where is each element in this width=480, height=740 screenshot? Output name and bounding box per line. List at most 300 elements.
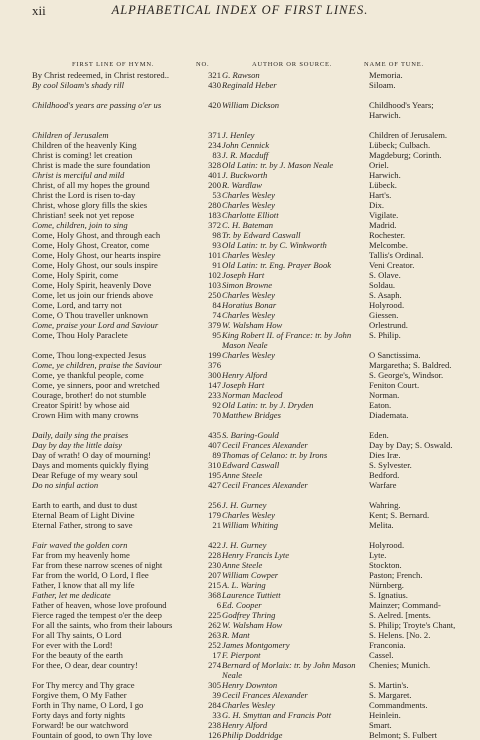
hymn-number: 263: [208, 630, 221, 640]
hymn-tune: Veni Creator.: [369, 260, 415, 270]
hymn-tune: Soldau.: [369, 280, 396, 290]
table-row: [32, 680, 457, 690]
hymn-author: S. Baring-Gould: [222, 430, 279, 440]
table-row: [32, 280, 457, 290]
hymn-author: G. H. Smyttan and Francis Pott: [222, 710, 332, 720]
hymn-tune: Hart's.: [369, 190, 392, 200]
hymn-first-line: Do no sinful action: [32, 480, 99, 490]
table-row: [32, 290, 457, 300]
table-row: [32, 580, 457, 590]
hymn-number: 39: [212, 690, 221, 700]
table-row: [32, 140, 457, 150]
hymn-number: 233: [208, 390, 221, 400]
hymn-number: 250: [208, 290, 221, 300]
hymn-author: Old Latin: tr. by J. Mason Neale: [222, 160, 334, 170]
hymn-number: 262: [208, 620, 221, 630]
hymn-first-line: Come, O Thou traveller unknown: [32, 310, 149, 320]
hymn-number: 372: [208, 220, 221, 230]
hymn-tune: Warfare: [369, 480, 397, 490]
hymn-author: King Robert II. of France: tr. by John Mason Neale: [222, 330, 352, 350]
hymn-first-line: Come, children, join to sing: [32, 220, 128, 230]
hymn-number: 199: [208, 350, 221, 360]
hymn-number: 422: [208, 540, 221, 550]
hymn-author: Old Latin: tr. by C. Winkworth: [222, 240, 327, 250]
hymn-author: W. Walsham How: [222, 320, 283, 330]
hymn-author: Tr. by Edward Caswall: [222, 230, 301, 240]
hymn-author: Charles Wesley: [222, 350, 275, 360]
hymn-number: 70: [212, 410, 221, 420]
hymn-tune: Mainzer; Command-: [369, 600, 441, 610]
table-row: [32, 150, 457, 160]
column-head-first-line: FIRST LINE OF HYMN.: [72, 61, 155, 68]
hymn-number: 126: [208, 730, 221, 740]
hymn-tune: Dix.: [369, 200, 385, 210]
column-head-no: NO.: [196, 61, 210, 68]
hymn-tune: Holyrood.: [369, 540, 405, 550]
hymn-number: 305: [208, 680, 221, 690]
hymn-number: 280: [208, 200, 221, 210]
hymn-first-line: Christ is made the sure foundation: [32, 160, 151, 170]
hymn-author: Anne Steele: [222, 560, 263, 570]
table-row: [32, 700, 457, 710]
hymn-author: Cecil Frances Alexander: [222, 440, 308, 450]
hymn-first-line: Forgive them, O My Father: [32, 690, 127, 700]
hymn-author: Edward Caswall: [222, 460, 280, 470]
hymn-tune: Dies Iræ.: [369, 450, 401, 460]
hymn-author: J. Henley: [222, 130, 255, 140]
table-row: [32, 470, 457, 480]
table-row: [32, 310, 457, 320]
hymn-first-line: Come, Holy Ghost, our souls inspire: [32, 260, 158, 270]
table-row: [32, 400, 457, 410]
hymn-tune: S. Margaret.: [369, 690, 412, 700]
hymn-first-line: Christ is coming! let creation: [32, 150, 133, 160]
table-row: [32, 560, 457, 570]
table-row: [32, 80, 457, 90]
hymn-first-line: Children of the heavenly King: [32, 140, 137, 150]
hymn-tune: S. Martin's.: [369, 680, 409, 690]
hymn-author: Henry Alford: [222, 720, 268, 730]
hymn-author: Henry Francis Lyte: [222, 550, 290, 560]
hymn-number: 300: [208, 370, 221, 380]
hymn-tune: Eden.: [369, 430, 389, 440]
hymn-tune: S. Asaph.: [369, 290, 402, 300]
hymn-number: 83: [212, 150, 221, 160]
hymn-author: R. Wardlaw: [222, 180, 262, 190]
table-row: [32, 200, 457, 210]
hymn-tune: Vigilate.: [369, 210, 399, 220]
hymn-author: Reginald Heber: [222, 80, 277, 90]
hymn-author: Philip Doddridge: [222, 730, 283, 740]
table-row: [32, 480, 457, 490]
column-head-author: AUTHOR OR SOURCE.: [252, 61, 333, 68]
hymn-first-line: Forward! be our watchword: [32, 720, 129, 730]
hymn-author: Matthew Bridges: [222, 410, 281, 420]
hymn-author: Charlotte Elliott: [222, 210, 279, 220]
hymn-first-line: Come, let us join our friends above: [32, 290, 154, 300]
hymn-author: F. Pierpont: [222, 650, 261, 660]
hymn-first-line: For Thy mercy and Thy grace: [32, 680, 135, 690]
hymn-first-line: For the beauty of the earth: [32, 650, 123, 660]
table-row: [32, 640, 457, 650]
hymn-tune: Stockton.: [369, 560, 402, 570]
hymn-first-line: For thee, O dear, dear country!: [32, 660, 138, 670]
hymn-tune: Wahring.: [369, 500, 401, 510]
hymn-tune: Lübeck.: [369, 180, 397, 190]
hymn-first-line: Day by day the little daisy: [32, 440, 122, 450]
page-number: xii: [32, 3, 46, 18]
table-row: [32, 460, 457, 470]
hymn-number: 371: [208, 130, 221, 140]
hymn-author: Charles Wesley: [222, 310, 275, 320]
hymn-number: 368: [208, 590, 221, 600]
hymn-author: J. R. Macduff: [222, 150, 269, 160]
hymn-tune: Day by Day; S. Oswald.: [369, 440, 453, 450]
hymn-tune: Siloam.: [369, 80, 396, 90]
hymn-tune: Heinlein.: [369, 710, 401, 720]
hymn-first-line: Come, Holy Spirit, heavenly Dove: [32, 280, 152, 290]
hymn-author: William Cowper: [222, 570, 279, 580]
table-row: [32, 180, 457, 190]
hymn-tune: Madrid.: [369, 220, 397, 230]
page-title: ALPHABETICAL INDEX OF FIRST LINES.: [111, 3, 369, 17]
hymn-tune: Norman.: [369, 390, 400, 400]
table-row: [32, 510, 457, 520]
table-row: [32, 570, 457, 580]
hymn-tune: Chenies; Munich.: [369, 660, 431, 670]
hymn-author: Cecil Frances Alexander: [222, 480, 308, 490]
table-row: [32, 690, 457, 700]
hymn-number: 200: [208, 180, 221, 190]
hymn-first-line: Daily, daily sing the praises: [32, 430, 129, 440]
hymn-number: 379: [208, 320, 221, 330]
hymn-number: 74: [212, 310, 221, 320]
hymn-tune: Paston; French.: [369, 570, 423, 580]
hymn-number: 401: [208, 170, 221, 180]
table-row: [32, 330, 457, 350]
hymn-number: 420: [208, 100, 221, 110]
hymn-author: J. H. Gurney: [222, 540, 267, 550]
hymn-number: 21: [212, 520, 221, 530]
hymn-first-line: Days and moments quickly flying: [32, 460, 149, 470]
hymn-first-line: Day of wrath! O day of mourning!: [32, 450, 151, 460]
table-row: [32, 190, 457, 200]
hymn-tune: Childhood's Years; Harwich.: [369, 100, 434, 120]
hymn-first-line: Christ, whose glory fills the skies: [32, 200, 148, 210]
hymn-author: Charles Wesley: [222, 190, 275, 200]
hymn-number: 179: [208, 510, 221, 520]
hymn-number: 252: [208, 640, 221, 650]
hymn-author: C. H. Bateman: [222, 220, 274, 230]
hymn-author: Charles Wesley: [222, 290, 275, 300]
hymn-author: Thomas of Celano: tr. by Irons: [222, 450, 328, 460]
hymn-first-line: Forth in Thy name, O Lord, I go: [32, 700, 144, 710]
hymn-tune: S. Aelred. [ments.: [369, 610, 431, 620]
hymn-number: 234: [208, 140, 221, 150]
hymn-first-line: Dear Refuge of my weary soul: [32, 470, 138, 480]
hymn-first-line: Eternal Beam of Light Divine: [32, 510, 135, 520]
hymn-first-line: For all Thy saints, O Lord: [32, 630, 122, 640]
hymn-tune: Kent; S. Bernard.: [369, 510, 430, 520]
hymn-author: Charles Wesley: [222, 200, 275, 210]
hymn-tune: S. Olave.: [369, 270, 401, 280]
hymn-author: Joseph Hart: [222, 380, 265, 390]
hymn-number: 215: [208, 580, 221, 590]
hymn-first-line: Childhood's years are passing o'er us: [32, 100, 162, 110]
hymn-first-line: Come, Lord, and tarry not: [32, 300, 122, 310]
hymn-author: Old Latin: tr. by J. Dryden: [222, 400, 314, 410]
hymn-tune: Lübeck; Culbach.: [369, 140, 431, 150]
hymn-author: William Dickson: [222, 100, 280, 110]
table-row: [32, 70, 457, 80]
hymn-first-line: Earth to earth, and dust to dust: [32, 500, 138, 510]
hymn-tune: S. Ignatius.: [369, 590, 408, 600]
hymn-tune: Magdeburg; Corinth.: [369, 150, 442, 160]
hymn-number: 256: [208, 500, 221, 510]
hymn-number: 92: [212, 400, 221, 410]
hymn-number: 321: [208, 70, 221, 80]
hymn-number: 95: [212, 330, 221, 340]
hymn-author: Simon Browne: [222, 280, 273, 290]
hymn-number: 6: [216, 600, 221, 610]
hymn-first-line: Come, Thou Holy Paraclete: [32, 330, 128, 340]
column-head-tune: NAME OF TUNE.: [364, 61, 424, 68]
hymn-first-line: Courage, brother! do not stumble: [32, 390, 147, 400]
table-row: [32, 300, 457, 310]
hymn-tune: Oriel.: [369, 160, 389, 170]
table-row: [32, 380, 457, 390]
hymn-first-line: Creator Spirit! by whose aid: [32, 400, 130, 410]
hymn-first-line: Fountain of good, to own Thy love: [32, 730, 152, 740]
hymn-tune: Melcombe.: [369, 240, 408, 250]
hymn-first-line: Come, Holy Spirit, come: [32, 270, 119, 280]
hymn-tune: Cassel.: [369, 650, 394, 660]
hymn-number: 310: [208, 460, 221, 470]
table-row: [32, 500, 457, 510]
hymn-number: 376: [208, 360, 221, 370]
hymn-tune: Holyrood.: [369, 300, 405, 310]
hymn-author: Charles Wesley: [222, 700, 275, 710]
hymn-tune: Margaretha; S. Baldred.: [369, 360, 452, 370]
hymn-author: Anne Steele: [222, 470, 263, 480]
hymn-first-line: Fierce raged the tempest o'er the deep: [32, 610, 162, 620]
hymn-number: 102: [208, 270, 221, 280]
hymn-first-line: By Christ redeemed, in Christ restored..: [32, 70, 169, 80]
table-row: [32, 230, 457, 240]
hymn-number: 238: [208, 720, 221, 730]
hymn-tune: Harwich.: [369, 170, 401, 180]
hymn-first-line: Come, ye sinners, poor and wretched: [32, 380, 160, 390]
hymn-first-line: Christian! seek not yet repose: [32, 210, 135, 220]
table-row: [32, 250, 457, 260]
hymn-first-line: Come, Thou long-expected Jesus: [32, 350, 146, 360]
table-row: [32, 620, 457, 630]
table-row: [32, 660, 457, 680]
hymn-tune: S. Helens. [No. 2.: [369, 630, 431, 640]
hymn-number: 183: [208, 210, 221, 220]
hymn-tune: Orlestrund.: [369, 320, 408, 330]
hymn-author: J. Buckworth: [222, 170, 268, 180]
hymn-first-line: Father of heaven, whose love profound: [32, 600, 167, 610]
hymn-number: 33: [212, 710, 221, 720]
hymn-number: 101: [208, 250, 221, 260]
hymn-number: 17: [212, 650, 221, 660]
hymn-first-line: Far from my heavenly home: [32, 550, 130, 560]
hymn-tune: Belmont; S. Fulbert: [369, 730, 438, 740]
table-row: [32, 100, 457, 120]
hymn-tune: Rochester.: [369, 230, 406, 240]
hymn-first-line: For all the saints, who from their labours: [32, 620, 173, 630]
hymn-tune: O Sanctissima.: [369, 350, 421, 360]
table-row: [32, 730, 457, 740]
hymn-tune: Eaton.: [369, 400, 392, 410]
hymn-first-line: Crown Him with many crowns: [32, 410, 139, 420]
table-row: [32, 240, 457, 250]
hymn-first-line: Christ, of all my hopes the ground: [32, 180, 150, 190]
hymn-tune: Smart.: [369, 720, 392, 730]
hymn-tune: S. Philip; Troyte's Chant,: [369, 620, 456, 630]
hymn-author: R. Mant: [222, 630, 250, 640]
table-row: [32, 590, 457, 600]
hymn-author: Laurence Tuttiett: [222, 590, 281, 600]
hymn-first-line: Far from these narrow scenes of night: [32, 560, 163, 570]
hymn-first-line: By cool Siloam's shady rill: [32, 80, 125, 90]
hymn-author: Cecil Frances Alexander: [222, 690, 308, 700]
hymn-author: Joseph Hart: [222, 270, 265, 280]
hymn-author: Horatius Bonar: [222, 300, 277, 310]
table-row: [32, 600, 457, 610]
hymn-first-line: Children of Jerusalem: [32, 130, 109, 140]
hymn-tune: S. Sylvester.: [369, 460, 412, 470]
hymn-first-line: Come, ye thankful people, come: [32, 370, 144, 380]
hymn-author: J. H. Gurney: [222, 500, 267, 510]
hymn-tune: Nürnberg.: [369, 580, 404, 590]
table-row: [32, 430, 457, 440]
table-row: [32, 260, 457, 270]
hymn-tune: S. George's, Windsor.: [369, 370, 444, 380]
hymn-first-line: Father, I know that all my life: [32, 580, 135, 590]
hymn-author: W. Walsham How: [222, 620, 283, 630]
hymn-author: Charles Wesley: [222, 250, 275, 260]
hymn-author: Henry Alford: [222, 370, 268, 380]
hymn-tune: Giessen.: [369, 310, 399, 320]
hymn-number: 427: [208, 480, 221, 490]
table-row: [32, 160, 457, 170]
table-row: [32, 440, 457, 450]
hymn-first-line: Eternal Father, strong to save: [32, 520, 133, 530]
table-row: [32, 350, 457, 360]
hymn-first-line: Christ the Lord is risen to-day: [32, 190, 136, 200]
hymn-number: 225: [208, 610, 221, 620]
hymn-number: 98: [212, 230, 221, 240]
hymn-number: 103: [208, 280, 221, 290]
table-row: [32, 720, 457, 730]
hymn-author: G. Rawson: [222, 70, 260, 80]
hymn-author: Bernard of Morlaix: tr. by John Mason Neale: [222, 660, 356, 680]
hymn-number: 328: [208, 160, 221, 170]
hymn-number: 91: [212, 260, 221, 270]
hymn-tune: S. Philip.: [369, 330, 401, 340]
table-row: [32, 170, 457, 180]
table-row: [32, 360, 457, 370]
hymn-number: 53: [212, 190, 221, 200]
table-row: [32, 130, 457, 140]
table-row: [32, 220, 457, 230]
hymn-first-line: Far from the world, O Lord, I flee: [32, 570, 149, 580]
hymn-tune: Bedford.: [369, 470, 400, 480]
hymn-tune: Commandments.: [369, 700, 428, 710]
hymn-tune: Franconia.: [369, 640, 406, 650]
hymn-first-line: Christ is merciful and mild: [32, 170, 125, 180]
table-row: [32, 650, 457, 660]
hymn-number: 430: [208, 80, 221, 90]
hymn-author: Old Latin: tr. Eng. Prayer Book: [222, 260, 332, 270]
hymn-number: 274: [208, 660, 221, 670]
hymn-author: Henry Downton: [222, 680, 278, 690]
hymn-number: 84: [212, 300, 221, 310]
table-row: [32, 370, 457, 380]
hymn-author: Godfrey Thring: [222, 610, 276, 620]
hymn-number: 147: [208, 380, 221, 390]
hymn-author: William Whiting: [222, 520, 279, 530]
table-row: [32, 630, 457, 640]
hymn-tune: Melita.: [369, 520, 394, 530]
hymn-first-line: Come, Holy Ghost, Creator, come: [32, 240, 150, 250]
hymn-author: Norman Macleod: [222, 390, 283, 400]
hymn-tune: Memoria.: [369, 70, 403, 80]
hymn-number: 89: [212, 450, 221, 460]
table-row: [32, 450, 457, 460]
hymn-author: Charles Wesley: [222, 510, 275, 520]
hymn-author: John Cennick: [222, 140, 270, 150]
hymn-tune: Diademata.: [369, 410, 409, 420]
hymn-first-line: Forty days and forty nights: [32, 710, 126, 720]
hymn-first-line: Come, Holy Ghost, and through each: [32, 230, 161, 240]
table-row: [32, 320, 457, 330]
table-row: [32, 540, 457, 550]
hymn-number: 435: [208, 430, 221, 440]
hymn-first-line: Come, Holy Ghost, our hearts inspire: [32, 250, 161, 260]
hymn-first-line: Come, ye children, praise the Saviour: [32, 360, 162, 370]
hymn-tune: Feniton Court.: [369, 380, 420, 390]
table-row: [32, 270, 457, 280]
hymn-tune: Lyte.: [369, 550, 387, 560]
table-row: [32, 210, 457, 220]
table-row: [32, 410, 457, 420]
hymn-author: James Montgomery: [222, 640, 290, 650]
table-row: [32, 550, 457, 560]
table-row: [32, 520, 457, 530]
hymn-first-line: Father, let me dedicate: [32, 590, 111, 600]
hymn-tune: Children of Jerusalem.: [369, 130, 448, 140]
hymn-number: 230: [208, 560, 221, 570]
table-row: [32, 710, 457, 720]
hymn-first-line: Fair waved the golden corn: [32, 540, 128, 550]
hymn-number: 284: [208, 700, 221, 710]
hymn-index-list: [32, 70, 457, 740]
hymn-author: Ed. Cooper: [222, 600, 262, 610]
hymn-first-line: For ever with the Lord!: [32, 640, 113, 650]
hymn-number: 207: [208, 570, 221, 580]
hymn-author: A. L. Waring: [222, 580, 266, 590]
hymn-number: 228: [208, 550, 221, 560]
hymn-tune: Tallis's Ordinal.: [369, 250, 424, 260]
hymn-number: 195: [208, 470, 221, 480]
hymn-number: 407: [208, 440, 221, 450]
table-row: [32, 390, 457, 400]
hymn-number: 93: [212, 240, 221, 250]
table-row: [32, 610, 457, 620]
